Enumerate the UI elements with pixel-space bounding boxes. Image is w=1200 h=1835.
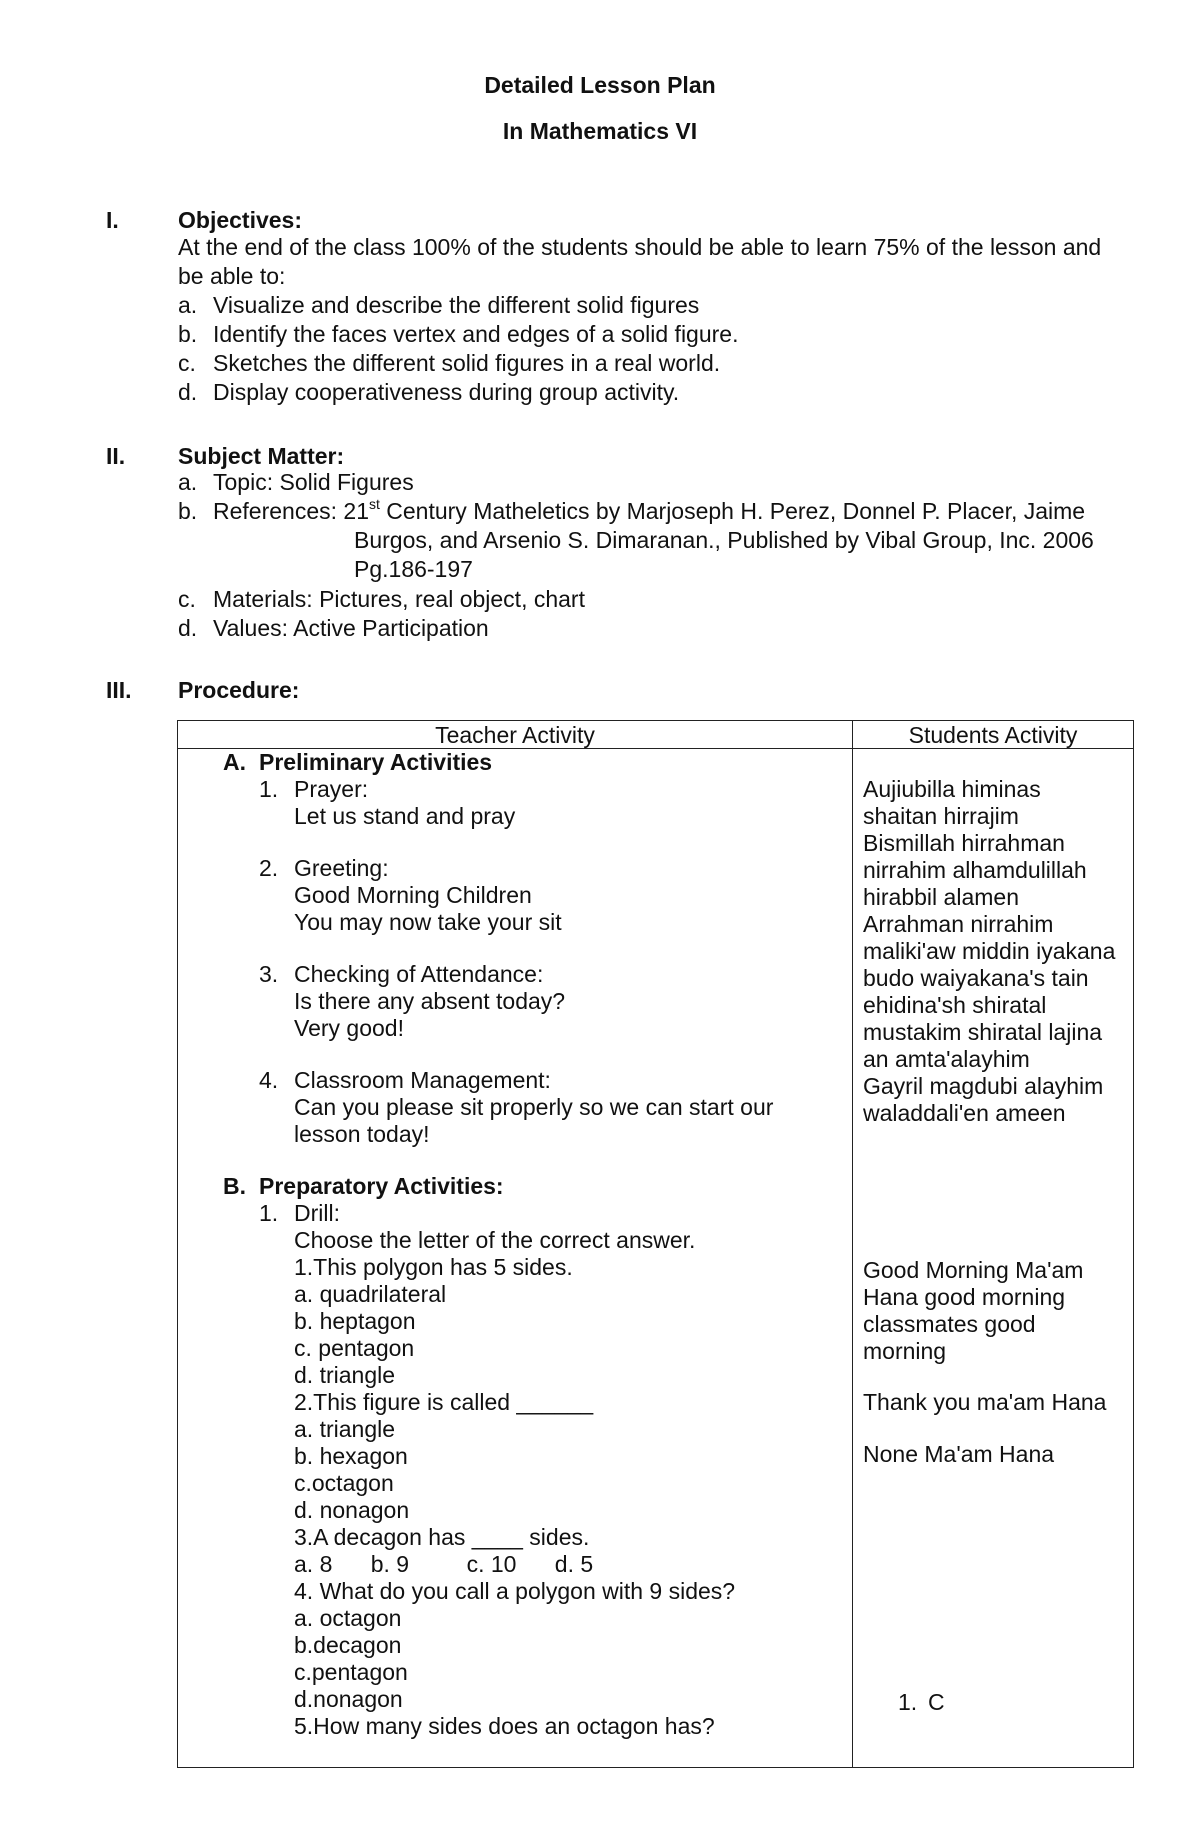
references-line-3: Pg.186-197	[354, 556, 473, 582]
objective-item: d. Display cooperativeness during group activity.	[178, 379, 680, 405]
drill-line: b. hexagon	[294, 1443, 408, 1469]
student-answer: C	[928, 1689, 945, 1715]
drill-line: 4. What do you call a polygon with 9 sides?	[294, 1578, 736, 1604]
drill-line: c.pentagon	[294, 1659, 408, 1685]
student-prayer-line: Aujiubilla himinas	[863, 776, 1041, 802]
drill-line: 3.A decagon has ____ sides.	[294, 1524, 590, 1550]
drill-line: d.nonagon	[294, 1686, 403, 1712]
students-activity-header: Students Activity	[908, 722, 1078, 748]
management-line: lesson today!	[294, 1121, 430, 1147]
student-prayer-line: ehidina'sh shiratal	[863, 992, 1047, 1018]
student-none: None Ma'am Hana	[863, 1441, 1055, 1467]
references-item: b. References: 21st Century Matheletics by Marjoseph H. Perez, Donnel P. Placer, Jaime	[178, 496, 1086, 524]
page-subtitle: In Mathematics VI	[502, 118, 698, 144]
student-greeting-line: morning	[863, 1338, 947, 1364]
student-prayer-line: nirrahim alhamdulillah	[863, 857, 1087, 883]
prayer-line: Let us stand and pray	[294, 803, 516, 829]
drill-line: 5.How many sides does an octagon has?	[294, 1713, 715, 1739]
teacher-activity-header: Teacher Activity	[435, 722, 595, 748]
drill-number: 1.	[259, 1200, 279, 1226]
drill-line: Choose the letter of the correct answer.	[294, 1227, 696, 1253]
subject-matter-number: II.	[106, 443, 126, 469]
student-prayer-line: Arrahman nirrahim	[863, 911, 1054, 937]
management-label: Classroom Management:	[294, 1067, 551, 1093]
attendance-number: 3.	[259, 961, 279, 987]
objectives-intro-line-2: be able to:	[178, 263, 286, 289]
page-title: Detailed Lesson Plan	[484, 72, 716, 98]
drill-line: a. 8 b. 9 c. 10 d. 5	[294, 1551, 594, 1577]
column-divider	[852, 721, 853, 1767]
procedure-table	[177, 720, 1134, 1768]
preliminary-marker: A.	[223, 749, 246, 775]
objective-item: b. Identify the faces vertex and edges of a solid figure.	[178, 321, 739, 347]
objectives-intro-line-1: At the end of the class 100% of the students should be able to learn 75% of the lesson and	[178, 234, 1102, 260]
drill-label: Drill:	[294, 1200, 340, 1226]
prayer-number: 1.	[259, 776, 279, 802]
student-prayer-line: mustakim shiratal lajina	[863, 1019, 1103, 1045]
student-prayer-line: waladdali'en ameen	[863, 1100, 1066, 1126]
greeting-number: 2.	[259, 855, 279, 881]
student-greeting-line: classmates good	[863, 1311, 1036, 1337]
management-number: 4.	[259, 1067, 279, 1093]
topic-item: a. Topic: Solid Figures	[178, 469, 414, 495]
procedure-number: III.	[106, 677, 132, 703]
drill-line: a. octagon	[294, 1605, 402, 1631]
student-thanks: Thank you ma'am Hana	[863, 1389, 1107, 1415]
drill-line: 2.This figure is called ______	[294, 1389, 594, 1415]
objective-item: a. Visualize and describe the different solid figures	[178, 292, 700, 318]
student-prayer-line: Bismillah hirrahman	[863, 830, 1065, 856]
values-item: d. Values: Active Participation	[178, 615, 489, 641]
attendance-line: Is there any absent today?	[294, 988, 566, 1014]
references-line-2: Burgos, and Arsenio S. Dimaranan., Published by Vibal Group, Inc. 2006	[354, 527, 1094, 553]
preliminary-heading: Preliminary Activities	[259, 749, 493, 775]
drill-line: d. nonagon	[294, 1497, 410, 1523]
objectives-number: I.	[106, 207, 119, 233]
drill-line: c. pentagon	[294, 1335, 415, 1361]
student-prayer-line: an amta'alayhim	[863, 1046, 1030, 1072]
drill-line: d. triangle	[294, 1362, 396, 1388]
greeting-label: Greeting:	[294, 855, 389, 881]
drill-line: a. quadrilateral	[294, 1281, 447, 1307]
student-prayer-line: hirabbil alamen	[863, 884, 1019, 910]
subject-matter-heading: Subject Matter:	[178, 443, 345, 469]
student-prayer-line: budo waiyakana's tain	[863, 965, 1089, 991]
attendance-label: Checking of Attendance:	[294, 961, 544, 987]
preparatory-marker: B.	[223, 1173, 246, 1199]
procedure-heading: Procedure:	[178, 677, 300, 703]
drill-line: b.decagon	[294, 1632, 402, 1658]
drill-line: 1.This polygon has 5 sides.	[294, 1254, 573, 1280]
objective-item: c. Sketches the different solid figures in a real world.	[178, 350, 721, 376]
drill-line: b. heptagon	[294, 1308, 416, 1334]
greeting-line: Good Morning Children	[294, 882, 532, 908]
student-prayer-line: shaitan hirrajim	[863, 803, 1019, 829]
student-prayer-line: Gayril magdubi alayhim	[863, 1073, 1104, 1099]
drill-line: c.octagon	[294, 1470, 394, 1496]
objectives-heading: Objectives:	[178, 207, 302, 233]
materials-item: c. Materials: Pictures, real object, chart	[178, 586, 585, 612]
student-greeting-line: Hana good morning	[863, 1284, 1066, 1310]
student-prayer-line: maliki'aw middin iyakana	[863, 938, 1116, 964]
management-line: Can you please sit properly so we can start our	[294, 1094, 774, 1120]
prayer-label: Prayer:	[294, 776, 369, 802]
student-answer-number: 1.	[898, 1689, 918, 1715]
attendance-line: Very good!	[294, 1015, 404, 1041]
student-greeting-line: Good Morning Ma'am	[863, 1257, 1084, 1283]
drill-line: a. triangle	[294, 1416, 396, 1442]
greeting-line: You may now take your sit	[294, 909, 562, 935]
preparatory-heading: Preparatory Activities:	[259, 1173, 504, 1199]
